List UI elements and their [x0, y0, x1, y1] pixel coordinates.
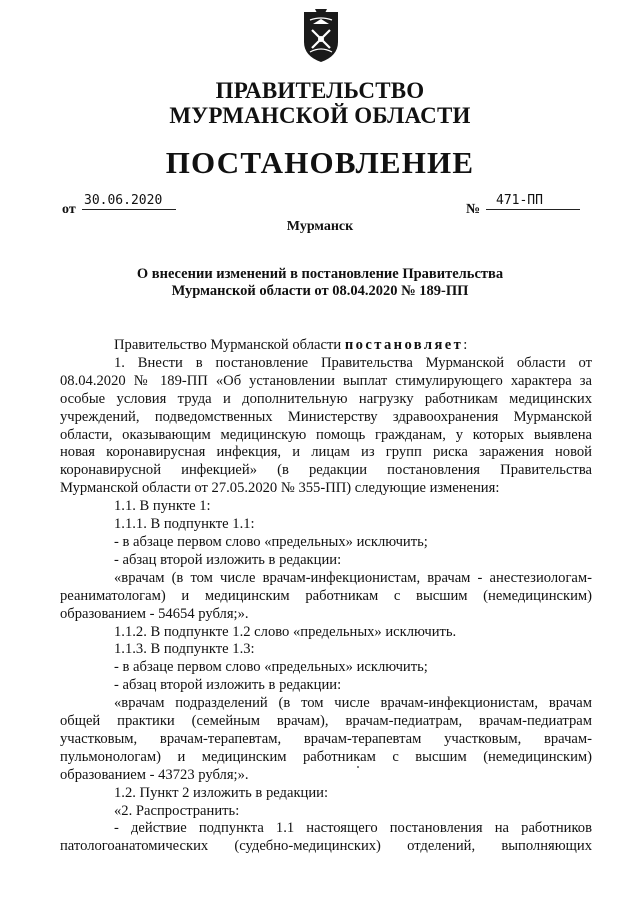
- document-number: 471-ПП: [486, 192, 580, 210]
- p1-line: 1. Внести в постановление Правительства Мурманской области от: [114, 354, 592, 371]
- intro-text: Правительство Мурманской области: [114, 337, 342, 353]
- p14-line: патологоанатомических (судебно-медицинских) отделений, выполняющих: [60, 838, 592, 855]
- document-body: [60, 337, 592, 856]
- paragraph: - абзац второй изложить в редакции:: [114, 551, 342, 568]
- p1-line: Мурманской области от 27.05.2020 № 355-ПП) следующие изменения:: [60, 480, 500, 497]
- p1-line: новая коронавирусная инфекция, и лицам из групп риска заражения новой: [60, 444, 592, 461]
- intro-colon: :: [463, 337, 468, 353]
- p1-line: области, оказывающим медицинскую помощь гражданам, у которых выявлена: [60, 426, 592, 443]
- paragraph: - в абзаце первом слово «предельных» исключить;: [114, 659, 428, 676]
- paragraph: 1.2. Пункт 2 изложить в редакции:: [114, 784, 329, 801]
- government-name-line2: МУРМАНСКОЙ ОБЛАСТИ: [169, 103, 471, 128]
- p1-line: коронавирусной инфекцией» (в редакции постановления Правительства: [60, 462, 592, 479]
- paragraph: 1.1.3. В подпункте 1.3:: [114, 641, 255, 658]
- date-prefix: от: [62, 202, 76, 217]
- p11-line: участковым, врачам-терапевтам, врачам-терапевтам участковым, врачам-: [60, 730, 592, 747]
- government-name-line1: ПРАВИТЕЛЬСТВО: [215, 78, 425, 103]
- p1-line: особые условия труда и дополнительную нагрузку работникам медицинских: [60, 390, 592, 407]
- p1-line: учреждений, подведомственных Министерству здравоохранения Мурманской: [60, 408, 592, 425]
- city-name: Мурманск: [286, 219, 354, 234]
- scan-speck: [357, 766, 359, 768]
- intro-spaced-word: постановляет: [344, 337, 464, 353]
- p14-line: - действие подпункта 1.1 настоящего постановления на работников: [114, 820, 592, 837]
- document-date: 30.06.2020: [82, 192, 176, 210]
- p11-line: образованием - 43723 рубля;».: [60, 766, 249, 783]
- p1-line: 08.04.2020 № 189-ПП «Об установлении выплат стимулирующего характера за: [60, 372, 592, 389]
- title-line1: О внесении изменений в постановление Правительства: [136, 266, 504, 282]
- title-line2: Мурманской области от 08.04.2020 № 189-ПП: [171, 283, 469, 299]
- paragraph: 1.1.1. В подпункте 1.1:: [114, 516, 255, 533]
- p11-line: пульмонологам) и медицинским работникам с высшим (немедицинским): [60, 748, 592, 765]
- p6-line: реаниматологам) и медицинским работникам с высшим (немедицинским): [60, 587, 592, 604]
- paragraph: 1.1. В пункте 1:: [114, 498, 211, 515]
- paragraph: «2. Распространить:: [114, 802, 240, 819]
- paragraph: - в абзаце первом слово «предельных» исключить;: [114, 533, 428, 550]
- intro-paragraph: [60, 337, 592, 355]
- paragraph: 1.1.2. В подпункте 1.2 слово «предельных» исключить.: [114, 623, 457, 640]
- paragraph: - абзац второй изложить в редакции:: [114, 677, 342, 694]
- p11-line: общей практики (семейным врачам), врачам-педиатрам, врачам-педиатрам: [60, 713, 592, 730]
- government-name: [0, 78, 640, 128]
- p6-line: образованием - 54654 рубля;».: [60, 605, 249, 622]
- document-type: ПОСТАНОВЛЕНИЕ: [165, 145, 475, 180]
- coat-of-arms-icon: [301, 8, 341, 64]
- number-prefix: №: [466, 202, 481, 217]
- document-title: [0, 266, 640, 300]
- p11-line: «врачам подразделений (в том числе врачам-инфекционистам, врачам: [114, 695, 592, 712]
- p6-line: «врачам (в том числе врачам-инфекционистам, врачам - анестезиологам-: [114, 569, 592, 586]
